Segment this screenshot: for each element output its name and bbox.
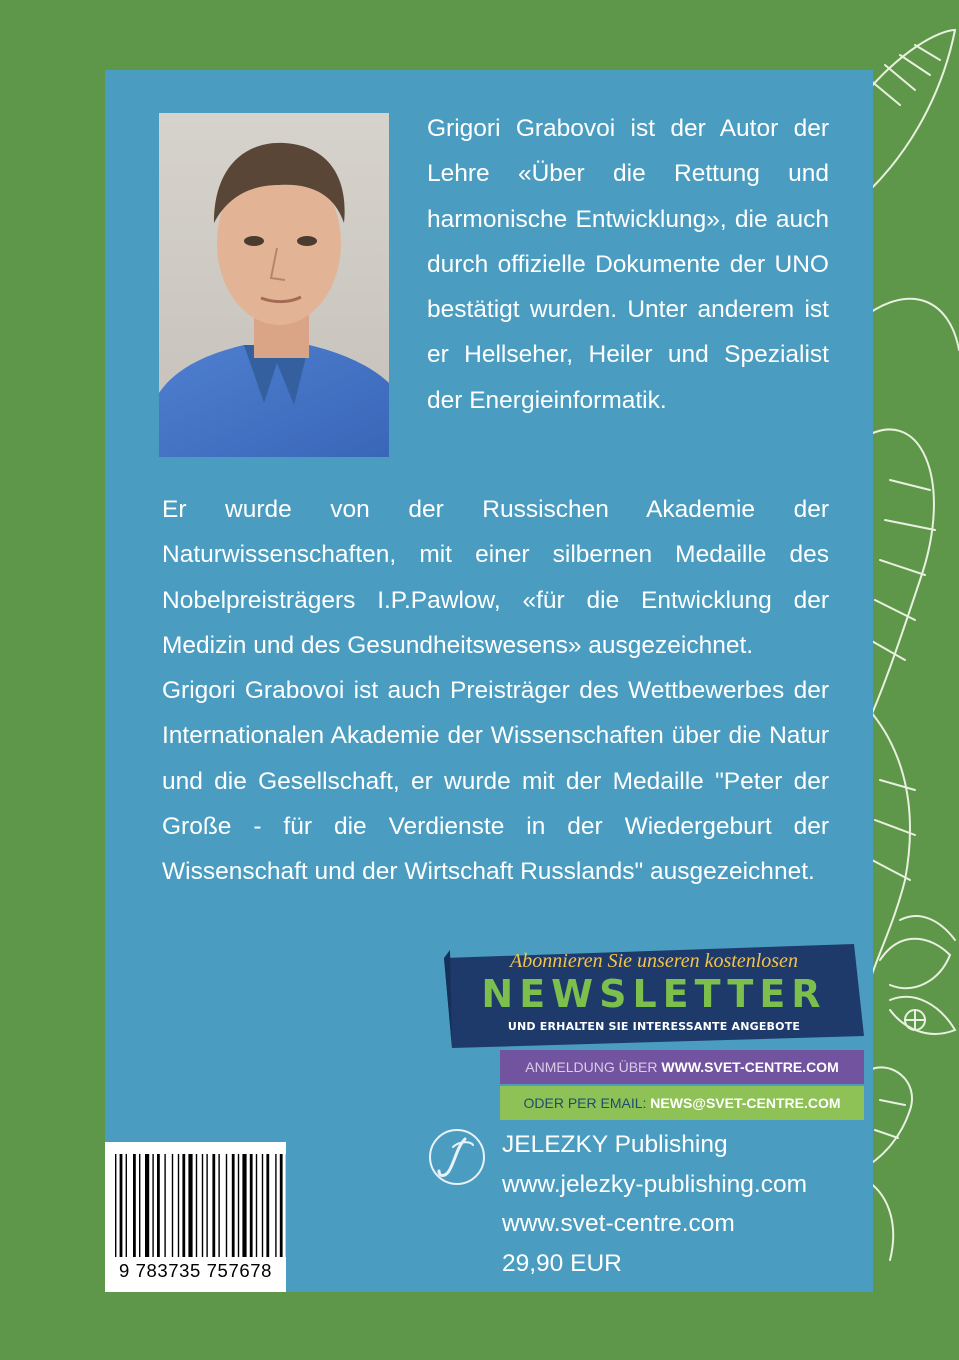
email-address-link[interactable]: NEWS@SVET-CENTRE.COM (650, 1095, 841, 1111)
email-label: ODER PER EMAIL: (523, 1095, 651, 1111)
newsletter-headline: NEWSLETTER (481, 972, 827, 1016)
barcode-digits: 9 783735 757678 (118, 1260, 273, 1281)
author-awards (162, 487, 829, 895)
newsletter-email-bar[interactable] (500, 1086, 864, 1120)
isbn-barcode (105, 1142, 286, 1292)
publisher-name: JELEZKY Publishing (502, 1131, 728, 1158)
barcode-bars (105, 1142, 286, 1262)
author-bio-intro: Grigori Grabovoi ist der Autor der Lehre «Über die Rettung und harmonische Entwicklung», die auch durch offizielle Dokumente der UNO bestätigt wurden. Unter anderem ist er Hellseher, Heiler und Spezialist der Energieinformatik. (427, 115, 829, 414)
newsletter-tagline: Abonnieren Sie unseren kostenlosen (510, 950, 798, 972)
signup-url-link[interactable]: WWW.SVET-CENTRE.COM (661, 1059, 839, 1075)
author-photo (159, 113, 389, 457)
signup-label: ANMELDUNG ÜBER (525, 1059, 662, 1075)
newsletter-signup-bar[interactable] (500, 1050, 864, 1084)
jelezky-j-logo-icon (427, 1127, 487, 1187)
award-paragraph-1: Er wurde von der Russischen Akademie der Naturwissenschaften, mit einer silbernen Medaille des Nobelpreisträgers I.P.Pawlow, «für die Entwicklung der Medizin und des Gesundheitswesens» ausgezeichnet. (162, 496, 829, 659)
publisher-info (502, 1125, 807, 1283)
award-paragraph-2: Grigori Grabovoi ist auch Preisträger des Wettbewerbes der Internationalen Akademie der Wissenschaften über die Natur und die Gesellschaft, er wurde mit der Medaille "Peter der Große - für die Verdienste in der Wiedergeburt der Wissenschaft und der Wirtschaft Russlands" ausgezeichnet. (162, 677, 829, 886)
botanical-leaf-illustration (860, 20, 959, 1270)
newsletter-subline: UND ERHALTEN SIE INTERESSANTE ANGEBOTE (507, 1020, 801, 1033)
publisher-website-link[interactable]: www.jelezky-publishing.com (502, 1170, 808, 1198)
svet-centre-website-link[interactable]: www.svet-centre.com (502, 1210, 735, 1237)
newsletter-ad (444, 944, 864, 1122)
book-price: 29,90 EUR (502, 1249, 622, 1277)
